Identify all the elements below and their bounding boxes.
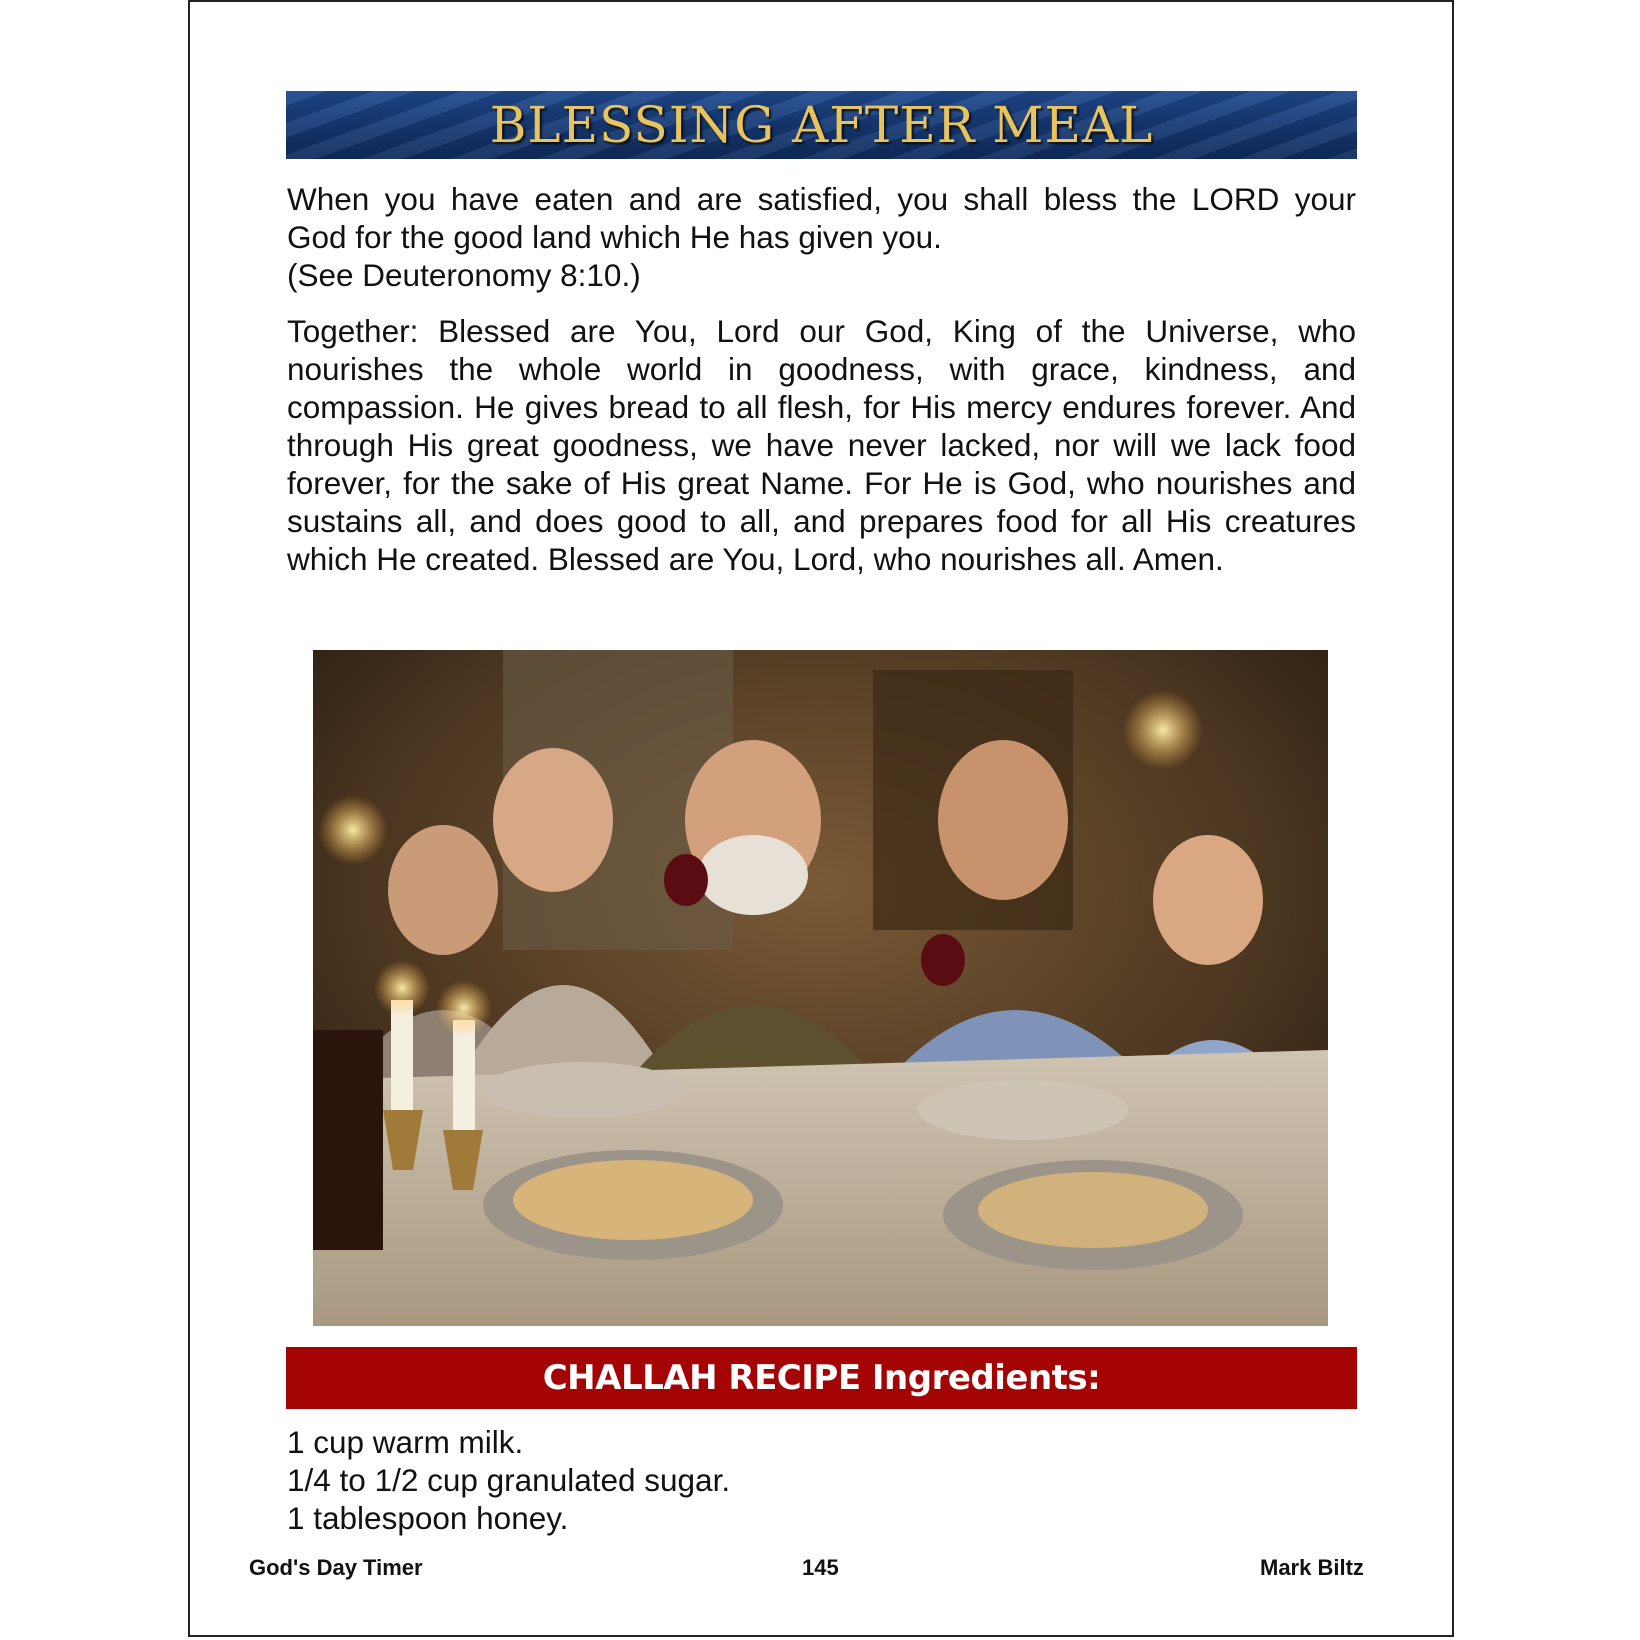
- footer-author: Mark Biltz: [1260, 1555, 1364, 1580]
- ingredient-item: 1/4 to 1/2 cup granulated sugar.: [287, 1462, 731, 1498]
- family-dinner-photo: [313, 650, 1328, 1326]
- footer-book-title: God's Day Timer: [249, 1555, 423, 1580]
- scripture-line-2: God for the good land which He has given you.: [287, 219, 942, 255]
- blessing-prayer: Together: Blessed are You, Lord our God, King of the Universe, who nourishes the whole world in goodness, with grace, kindness, and compassion. He gives bread to all flesh, for His mercy endures forever. And through His great goodness, we have never lacked, nor will we lack food forever, for the sake of His great Name. For He is God, who nourishes and sustains all, and does good to all, and prepares food for all His creatures which He created. Blessed are You, Lord, who nourishes all. Amen.: [287, 313, 1356, 577]
- ingredients-list: [287, 1423, 1356, 1537]
- scripture-line-1: When you have eaten and are satisfied, you shall bless the LORD your: [287, 181, 1356, 217]
- ingredient-item: 1 cup warm milk.: [287, 1424, 524, 1460]
- page-title: BLESSING AFTER MEAL: [489, 96, 1154, 154]
- recipe-banner: [286, 1347, 1357, 1409]
- recipe-title: CHALLAH RECIPE Ingredients:: [542, 1358, 1101, 1398]
- scripture-reference: (See Deuteronomy 8:10.): [287, 257, 641, 293]
- ingredient-item: 1 tablespoon honey.: [287, 1500, 569, 1536]
- scripture-passage: [287, 180, 1356, 294]
- title-banner: [286, 91, 1357, 159]
- page-number: 145: [802, 1555, 839, 1580]
